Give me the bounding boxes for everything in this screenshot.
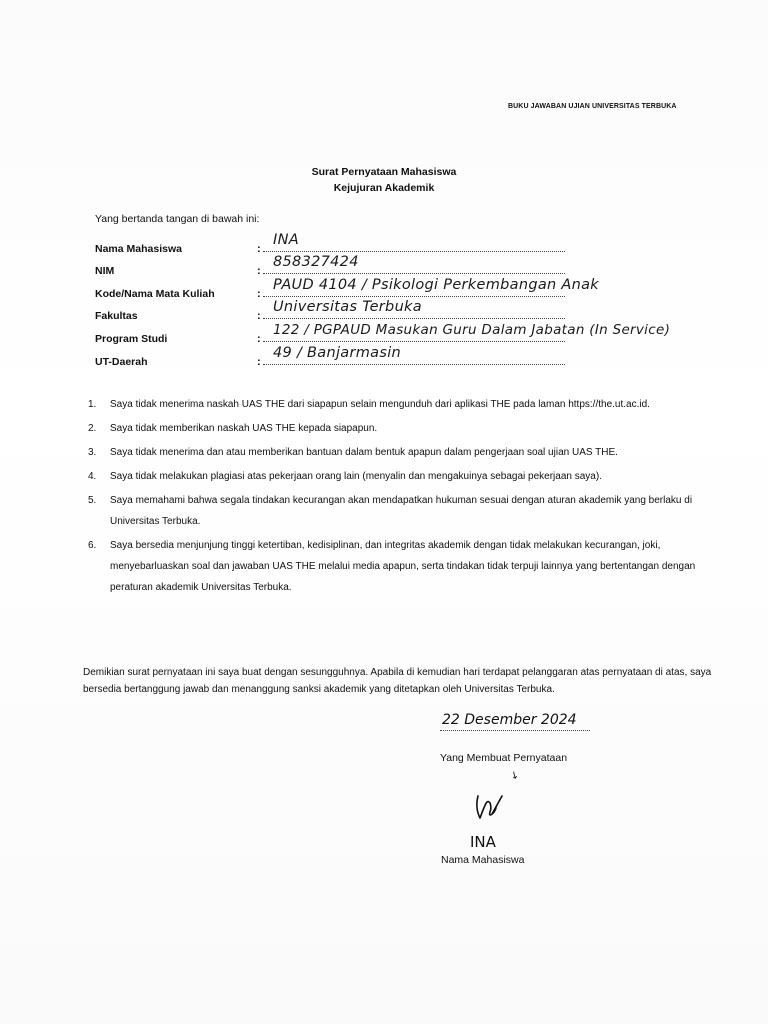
- field-dotted-line: [263, 251, 565, 252]
- statement-number: 6.: [88, 540, 97, 551]
- statement-number: 5.: [88, 495, 97, 506]
- statement-text: Saya tidak melakukan plagiasi atas pekerjaan orang lain (menyalin dan mengakuinya sebagai pekerjaan saya).: [110, 471, 602, 482]
- statement-item: [80, 535, 720, 598]
- field-label: UT-Daerah: [95, 356, 148, 368]
- field-label: Kode/Nama Mata Kuliah: [95, 288, 215, 300]
- field-value-handwritten: 858327424: [273, 254, 359, 270]
- field-dotted-line: [263, 341, 565, 342]
- field-label: Program Studi: [95, 333, 168, 345]
- field-colon: :: [257, 288, 261, 300]
- statement-text: Saya tidak menerima naskah UAS THE dari siapapun selain mengunduh dari aplikasi THE pada laman https://the.ut.ac.id.: [110, 399, 650, 410]
- statement-item: [80, 490, 720, 532]
- field-dotted-line: [263, 318, 565, 319]
- statement-item: [80, 394, 720, 415]
- signature-date-handwritten: 22 Desember 2024: [442, 712, 577, 728]
- field-value-handwritten: PAUD 4104 / Psikologi Perkembangan Anak: [273, 277, 599, 293]
- statement-item: [80, 442, 720, 463]
- intro-text: Yang bertanda tangan di bawah ini:: [95, 213, 260, 225]
- stray-pen-mark: ↘: [507, 768, 521, 783]
- field-value-handwritten: 122 / PGPAUD Masukan Guru Dalam Jabatan (In Service): [273, 322, 671, 338]
- closing-paragraph: Demikian surat pernyataan ini saya buat dengan sesungguhnya. Apabila di kemudian hari terdapat pelanggaran atas pernyataan di atas, saya bersedia bertanggung jawab dan menanggung sanksi akademik yang ditetapkan oleh Universitas Terbuka.: [83, 667, 712, 695]
- statement-text: Saya memahami bahwa segala tindakan kecurangan akan mendapatkan hukuman sesuai dengan aturan akademik yang berlaku di Universitas Terbuka.: [110, 495, 693, 527]
- date-dotted-line: [440, 730, 590, 731]
- field-colon: :: [257, 243, 261, 255]
- field-value-handwritten: INA: [273, 232, 299, 248]
- statement-number: 3.: [88, 447, 97, 458]
- signature-maker-label: Yang Membuat Pernyataan: [440, 752, 568, 764]
- field-label: Fakultas: [95, 310, 138, 322]
- field-dotted-line: [263, 273, 565, 274]
- document-title: Surat Pernyataan Mahasiswa: [311, 166, 457, 178]
- field-row-nama: [95, 232, 715, 259]
- statement-number: 4.: [88, 471, 97, 482]
- field-dotted-line: [263, 364, 565, 365]
- field-value-handwritten: Universitas Terbuka: [273, 299, 422, 315]
- field-label: NIM: [95, 265, 115, 277]
- field-colon: :: [257, 356, 261, 368]
- statement-list: [80, 394, 720, 601]
- handwritten-signature: [472, 792, 508, 822]
- statement-text: Saya bersedia menjunjung tinggi ketertiban, kedisiplinan, dan integritas akademik dengan tidak melakukan kecurangan, joki, menyebarluaskan soal dan jawaban UAS THE melalui media apapun, serta tindakan tidak terpuji lainnya yang bertentangan dengan peraturan akademik Universitas Terbuka.: [110, 540, 696, 593]
- statement-item: [80, 466, 720, 487]
- field-colon: :: [257, 310, 261, 322]
- statement-text: Saya tidak menerima dan atau memberikan bantuan dalam bentuk apapun dalam pengerjaan soal ujian UAS THE.: [110, 447, 618, 458]
- book-header-label: BUKU JAWABAN UJIAN UNIVERSITAS TERBUKA: [508, 103, 677, 110]
- signatory-name-handwritten: INA: [470, 833, 496, 851]
- field-label: Nama Mahasiswa: [95, 243, 182, 255]
- signatory-name-label: Nama Mahasiswa: [441, 854, 525, 866]
- document-subtitle: Kejujuran Akademik: [333, 182, 435, 194]
- field-dotted-line: [263, 296, 565, 297]
- statement-number: 2.: [88, 423, 97, 434]
- statement-item: [80, 418, 720, 439]
- field-row-ut-daerah: [95, 345, 715, 372]
- field-row-program-studi: [95, 322, 715, 349]
- statement-number: 1.: [88, 399, 97, 410]
- field-value-handwritten: 49 / Banjarmasin: [273, 345, 402, 361]
- statement-text: Saya tidak memberikan naskah UAS THE kepada siapapun.: [110, 423, 378, 434]
- field-colon: :: [257, 333, 261, 345]
- field-colon: :: [257, 265, 261, 277]
